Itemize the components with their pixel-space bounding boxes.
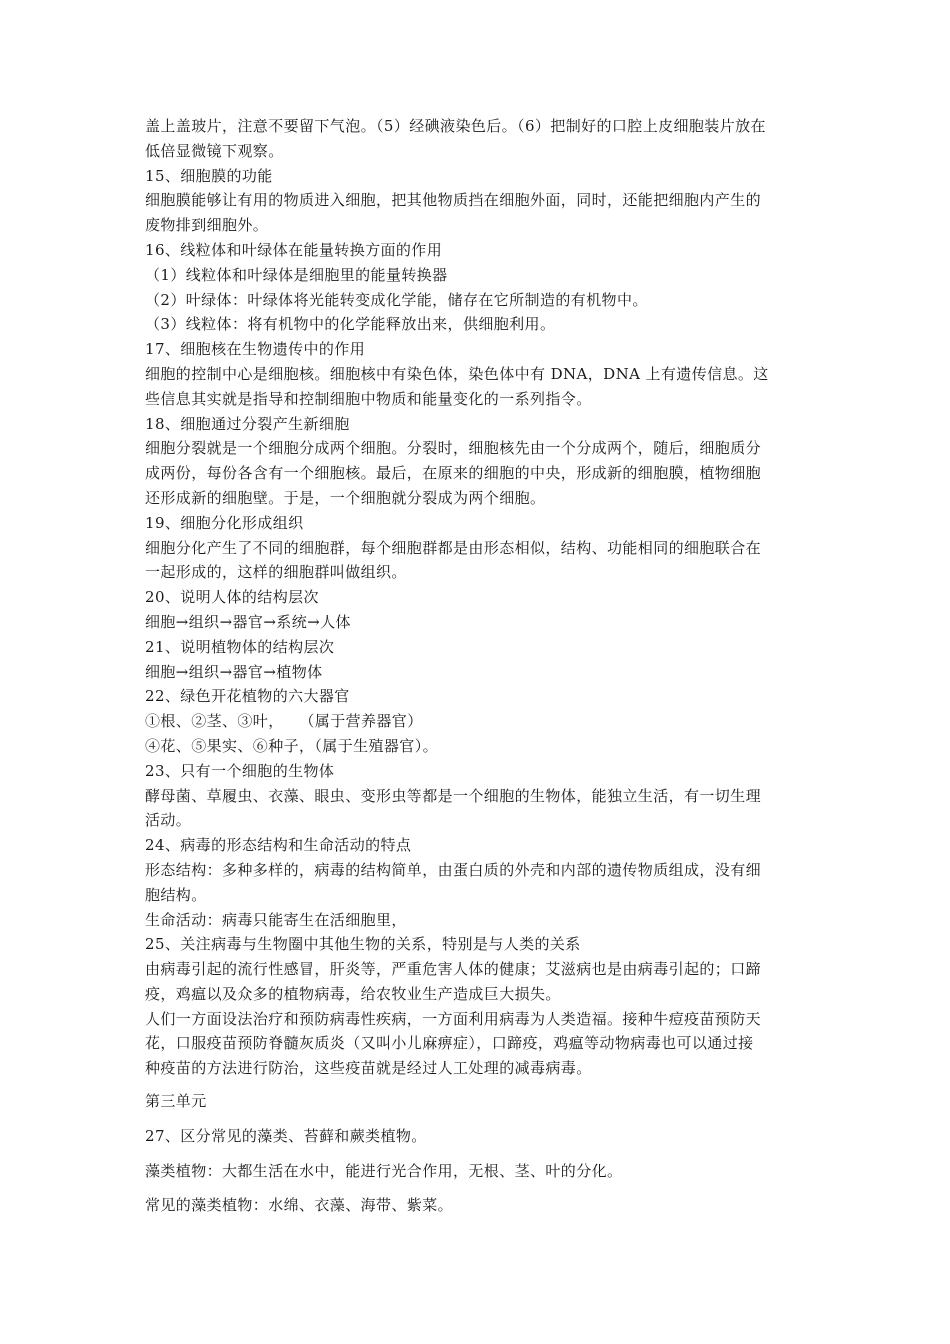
text-line: 胞结构。 [145,885,207,904]
text-line: （2）叶绿体：叶绿体将光能转变成化学能，储存在它所制造的有机物中。 [145,290,648,309]
text-line: 活动。 [145,811,192,830]
section-heading: 16、线粒体和叶绿体在能量转换方面的作用 [145,240,443,259]
text-line: 还形成新的细胞壁。于是，一个细胞就分裂成为两个细胞。 [145,488,546,507]
text-line: 些信息其实就是指导和控制细胞中物质和能量变化的一系列指令。 [145,389,592,408]
unit-heading: 第三单元 [145,1092,207,1111]
text-line: 细胞→组织→器官→系统→人体 [145,612,351,631]
text-line: 人们一方面设法治疗和预防病毒性疾病，一方面利用病毒为人类造福。接种牛痘疫苗预防天 [145,1009,762,1028]
text-line: 细胞→组织→器官→植物体 [145,662,323,681]
section-heading: 21、说明植物体的结构层次 [145,637,335,656]
section-heading: 15、细胞膜的功能 [145,166,273,185]
text-line: 一起形成的，这样的细胞群叫做组织。 [145,563,407,582]
text-line: 盖上盖玻片，注意不要留下气泡。（5）经碘液染色后。（6）把制好的口腔上皮细胞装片放在 [145,117,766,135]
text-line: ①根、②茎、③叶， （属于营养器官） [145,712,423,731]
text-line: 生命活动：病毒只能寄生在活细胞里， [145,910,407,929]
section-heading: 27、区分常见的藻类、苔藓和蕨类植物。 [145,1126,427,1145]
text-line: 疫，鸡瘟以及众多的植物病毒，给农牧业生产造成巨大损失。 [145,984,561,1003]
text-line: 废物排到细胞外。 [145,216,269,235]
text-line: 细胞分裂就是一个细胞分成两个细胞。分裂时，细胞核先由一个分成两个，随后，细胞质分 [145,439,762,458]
section-heading: 23、只有一个细胞的生物体 [145,761,335,780]
text-line: 酵母菌、草履虫、衣藻、眼虫、变形虫等都是一个细胞的生物体，能独立生活，有一切生理 [145,786,762,805]
text-line: 细胞的控制中心是细胞核。细胞核中有染色体，染色体中有 DNA，DNA 上有遗传信息。这 [145,364,769,383]
text-line: 形态结构：多种多样的，病毒的结构简单，由蛋白质的外壳和内部的遗传物质组成，没有细 [145,860,762,879]
section-heading: 19、细胞分化形成组织 [145,513,304,532]
section-heading: 18、细胞通过分裂产生新细胞 [145,414,350,433]
document-page [145,114,810,1218]
text-line: 种疫苗的方法进行防治，这些疫苗就是经过人工处理的减毒病毒。 [145,1059,592,1078]
section-heading: 17、细胞核在生物遗传中的作用 [145,340,366,359]
text-line: 成两份，每份各含有一个细胞核。最后，在原来的细胞的中央，形成新的细胞膜，植物细胞 [145,464,762,483]
text-line: 细胞分化产生了不同的细胞群，每个细胞群都是由形态相似，结构、功能相同的细胞联合在 [145,538,762,557]
text-line: 由病毒引起的流行性感冒，肝炎等，严重危害人体的健康；艾滋病也是由病毒引起的；口蹄 [145,960,762,979]
text-line: ④花、⑤果实、⑥种子，（属于生殖器官）。 [145,736,439,755]
text-line: 常见的藻类植物：水绵、衣藻、海带、紫菜。 [145,1196,454,1215]
text-line: 低倍显微镜下观察。 [145,141,284,160]
section-heading: 24、病毒的形态结构和生命活动的特点 [145,836,412,855]
text-line: 藻类植物：大都生活在水中，能进行光合作用，无根、茎、叶的分化。 [145,1161,623,1180]
section-heading: 20、说明人体的结构层次 [145,588,319,607]
text-line: 细胞膜能够让有用的物质进入细胞，把其他物质挡在细胞外面，同时，还能把细胞内产生的 [145,191,762,210]
text-line: 花，口服疫苗预防脊髓灰质炎（又叫小儿麻痹症），口蹄疫，鸡瘟等动物病毒也可以通过接 [145,1034,754,1053]
section-heading: 22、绿色开花植物的六大器官 [145,687,350,706]
section-heading: 25、关注病毒与生物圈中其他生物的关系，特别是与人类的关系 [145,935,581,954]
text-line: （3）线粒体：将有机物中的化学能释放出来，供细胞利用。 [145,315,556,334]
text-line: （1）线粒体和叶绿体是细胞里的能量转换器 [145,265,448,284]
